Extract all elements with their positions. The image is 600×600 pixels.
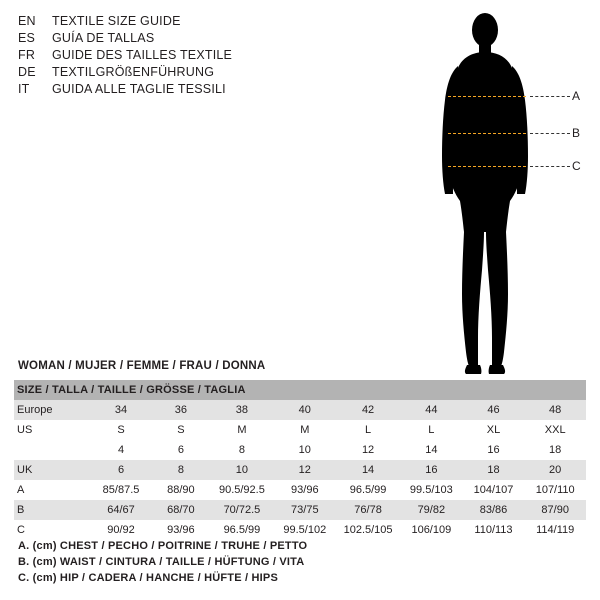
cell: 64/67 [91, 500, 152, 520]
row-label: B [14, 500, 91, 520]
cell: 102.5/105 [336, 520, 400, 540]
measure-line-a-body [448, 96, 526, 97]
table-header-label: SIZE / TALLA / TAILLE / GRÖSSE / TAGLIA [17, 384, 246, 396]
cell: 99.5/103 [400, 480, 463, 500]
cell: 114/119 [524, 520, 586, 540]
cell: 40 [274, 400, 337, 420]
measure-line-c-lead [530, 166, 570, 167]
cell: 34 [91, 400, 152, 420]
cell: 38 [210, 400, 273, 420]
cell: 8 [152, 460, 211, 480]
cell: 20 [524, 460, 586, 480]
cell: 36 [152, 400, 211, 420]
language-code: EN [18, 14, 36, 28]
language-title: GUIDA ALLE TAGLIE TESSILI [52, 82, 226, 96]
measure-label-c: C [572, 159, 581, 173]
cell: 104/107 [463, 480, 525, 500]
row-label: UK [14, 460, 91, 480]
cell: 14 [400, 440, 463, 460]
row-label: A [14, 480, 91, 500]
cell: 106/109 [400, 520, 463, 540]
cell: 6 [152, 440, 211, 460]
cell: 18 [463, 460, 525, 480]
measure-label-b: B [572, 126, 581, 140]
cell: 8 [210, 440, 273, 460]
title-row [18, 14, 318, 31]
table-row [14, 520, 586, 540]
legend-line-a: A. (cm) CHEST / PECHO / POITRINE / TRUHE / PETTO [18, 540, 308, 552]
cell: 107/110 [524, 480, 586, 500]
row-label: US [14, 420, 91, 440]
legend-line-b: B. (cm) WAIST / CINTURA / TAILLE / HÜFTUNG / VITA [18, 556, 305, 568]
language-code: DE [18, 65, 36, 79]
cell: 18 [524, 440, 586, 460]
cell: 76/78 [336, 500, 400, 520]
cell: S [91, 420, 152, 440]
cell: 68/70 [152, 500, 211, 520]
table-row [14, 500, 586, 520]
measure-line-a-lead [530, 96, 570, 97]
measure-line-c-body [448, 166, 526, 167]
cell: 93/96 [274, 480, 337, 500]
cell: 96.5/99 [210, 520, 273, 540]
cell: 90/92 [91, 520, 152, 540]
cell: 96.5/99 [336, 480, 400, 500]
measure-line-b-body [448, 133, 526, 134]
row-label: Europe [14, 400, 91, 420]
table-row [14, 400, 586, 420]
cell: 12 [274, 460, 337, 480]
table-row [14, 460, 586, 480]
cell: M [274, 420, 337, 440]
legend-line-c: C. (cm) HIP / CADERA / HANCHE / HÜFTE / HIPS [18, 572, 278, 584]
cell: M [210, 420, 273, 440]
row-label [14, 440, 91, 460]
table-header-row [14, 380, 586, 400]
title-row [18, 82, 318, 99]
language-title: GUIDE DES TAILLES TEXTILE [52, 48, 233, 62]
cell: 87/90 [524, 500, 586, 520]
measure-label-a: A [572, 89, 581, 103]
cell: 90.5/92.5 [210, 480, 273, 500]
cell: 16 [400, 460, 463, 480]
cell: XXL [524, 420, 586, 440]
cell: 12 [336, 440, 400, 460]
cell: 46 [463, 400, 525, 420]
body-figure [420, 8, 590, 378]
size-table [14, 380, 586, 540]
cell: 83/86 [463, 500, 525, 520]
female-silhouette-icon [420, 8, 590, 378]
cell: L [336, 420, 400, 440]
cell: 6 [91, 460, 152, 480]
cell: 16 [463, 440, 525, 460]
cell: 79/82 [400, 500, 463, 520]
cell: 4 [91, 440, 152, 460]
cell: 42 [336, 400, 400, 420]
title-row [18, 31, 318, 48]
language-titles [18, 14, 318, 99]
language-title: TEXTILGRÖßENFÜHRUNG [52, 65, 215, 79]
cell: 14 [336, 460, 400, 480]
table-row [14, 440, 586, 460]
title-row [18, 65, 318, 82]
cell: L [400, 420, 463, 440]
row-label: C [14, 520, 91, 540]
table-row [14, 420, 586, 440]
cell: 110/113 [463, 520, 525, 540]
cell: S [152, 420, 211, 440]
cell: XL [463, 420, 525, 440]
language-code: FR [18, 48, 36, 62]
cell: 73/75 [274, 500, 337, 520]
cell: 93/96 [152, 520, 211, 540]
cell: 48 [524, 400, 586, 420]
measurement-legend [18, 540, 578, 588]
cell: 10 [274, 440, 337, 460]
cell: 85/87.5 [91, 480, 152, 500]
cell: 44 [400, 400, 463, 420]
language-code: IT [18, 82, 30, 96]
cell: 70/72.5 [210, 500, 273, 520]
language-title: GUÍA DE TALLAS [52, 31, 155, 45]
group-label: WOMAN / MUJER / FEMME / FRAU / DONNA [18, 360, 266, 372]
language-title: TEXTILE SIZE GUIDE [52, 14, 181, 28]
language-code: ES [18, 31, 36, 45]
cell: 88/90 [152, 480, 211, 500]
table-row [14, 480, 586, 500]
title-row [18, 48, 318, 65]
cell: 99.5/102 [274, 520, 337, 540]
cell: 10 [210, 460, 273, 480]
measure-line-b-lead [530, 133, 570, 134]
